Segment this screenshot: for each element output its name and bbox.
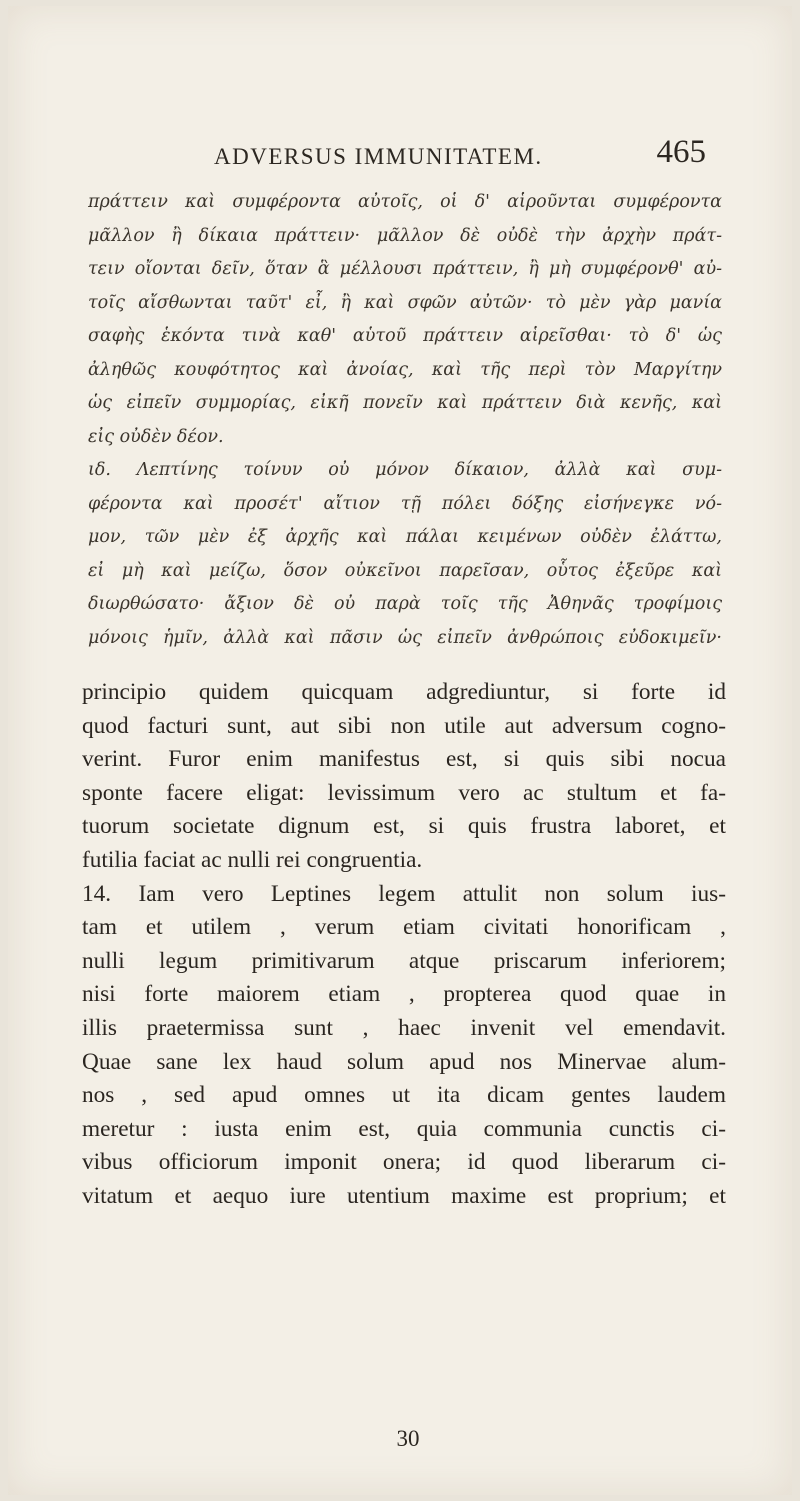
greek-text-block	[88, 186, 722, 655]
latin-line: verint. Furor enim manifestus est, si quis sibi nocua	[82, 746, 726, 773]
latin-translation-block	[82, 676, 726, 1214]
latin-line: nulli legum primitivarum atque priscarum inferiorem;	[82, 947, 726, 974]
greek-line: ὡς εἰπεῖν συμμορίας, εἰκῆ πονεῖν καὶ πράττειν διὰ κενῆς, καὶ	[88, 393, 722, 413]
greek-line: διωρθώσατο· ἄξιον δὲ οὐ παρὰ τοῖς τῆς Ἀθηνᾶς τροφίμοις	[88, 594, 722, 614]
greek-line: εἰς οὐδὲν δέον.	[88, 426, 224, 447]
latin-line: futilia faciat ac nulli rei congruentia.	[82, 846, 423, 873]
greek-line: πράττειν καὶ συμφέροντα αὐτοῖς, οἱ δ' αἱροῦνται συμφέροντα	[88, 192, 722, 212]
greek-line: μον, τῶν μὲν ἐξ ἀρχῆς καὶ πάλαι κειμένων οὐδὲν ἐλάττω,	[88, 527, 722, 547]
greek-line: μόνοις ἡμῖν, ἀλλὰ καὶ πᾶσιν ὡς εἰπεῖν ἀνθρώποις εὐδοκιμεῖν·	[88, 627, 722, 648]
book-page	[8, 6, 792, 1495]
running-head	[80, 134, 732, 174]
latin-line: nisi forte maiorem etiam , propterea quod quae in	[82, 981, 726, 1008]
latin-line: principio quidem quicquam adgrediuntur, si forte id	[82, 679, 726, 705]
latin-line: tam et utilem , verum etiam civitati honorificam ,	[82, 914, 726, 941]
running-title: ADVERSUS IMMUNITATEM.	[214, 144, 543, 169]
latin-line: meretur : iusta enim est, quia communia cunctis ci-	[82, 1115, 726, 1142]
latin-line: quod facturi sunt, aut sibi non utile aut adversum cogno-	[82, 712, 726, 739]
latin-line: vibus officiorum imponit onera; id quod liberarum ci-	[82, 1149, 726, 1176]
latin-line: Quae sane lex haud solum apud nos Minervae alum-	[82, 1048, 726, 1075]
greek-line: σαφὴς ἑκόντα τινὰ καθ' αὑτοῦ πράττειν αἱρεῖσθαι· τὸ δ' ὡς	[88, 326, 722, 346]
greek-line: τοῖς αἴσθωνται ταῦτ' εἶ, ἢ καὶ σφῶν αὐτῶν· τὸ μὲν γὰρ μανία	[88, 292, 722, 313]
latin-line: vitatum et aequo iure utentium maxime est proprium; et	[82, 1182, 726, 1209]
latin-line: sponte facere eligat: levissimum vero ac stultum et fa-	[82, 779, 726, 806]
latin-line: tuorum societate dignum est, si quis frustra laboret, et	[82, 813, 726, 840]
latin-line: nos , sed apud omnes ut ita dicam gentes laudem	[82, 1082, 726, 1109]
greek-line: φέροντα καὶ προσέτ' αἴτιον τῇ πόλει δόξης εἰσήνεγκε νό-	[88, 493, 722, 514]
greek-line: μᾶλλον ἢ δίκαια πράττειν· μᾶλλον δὲ οὐδὲ τὴν ἀρχὴν πράτ-	[88, 225, 722, 246]
greek-line: τειν οἴονται δεῖν, ὅταν ἃ μέλλουσι πράττειν, ἢ μὴ συμφέρονθ' αὐ-	[88, 259, 722, 279]
greek-line: εἰ μὴ καὶ μείζω, ὅσον οὐκεῖνοι παρεῖσαν, οὗτος ἐξεῦρε καὶ	[88, 560, 722, 581]
page-number: 465	[656, 134, 706, 170]
latin-line: 14. Iam vero Leptines legem attulit non solum ius-	[82, 880, 726, 907]
greek-line: ιδ. Λεπτίνης τοίνυν οὐ μόνον δίκαιον, ἀλλὰ καὶ συμ-	[88, 460, 722, 480]
latin-line: illis praetermissa sunt , haec invenit vel emendavit.	[82, 1014, 726, 1041]
greek-line: ἀληθῶς κουφότητος καὶ ἀνοίας, καὶ τῆς περὶ τὸν Μαργίτην	[88, 359, 722, 380]
signature-mark: 30	[396, 1426, 420, 1451]
